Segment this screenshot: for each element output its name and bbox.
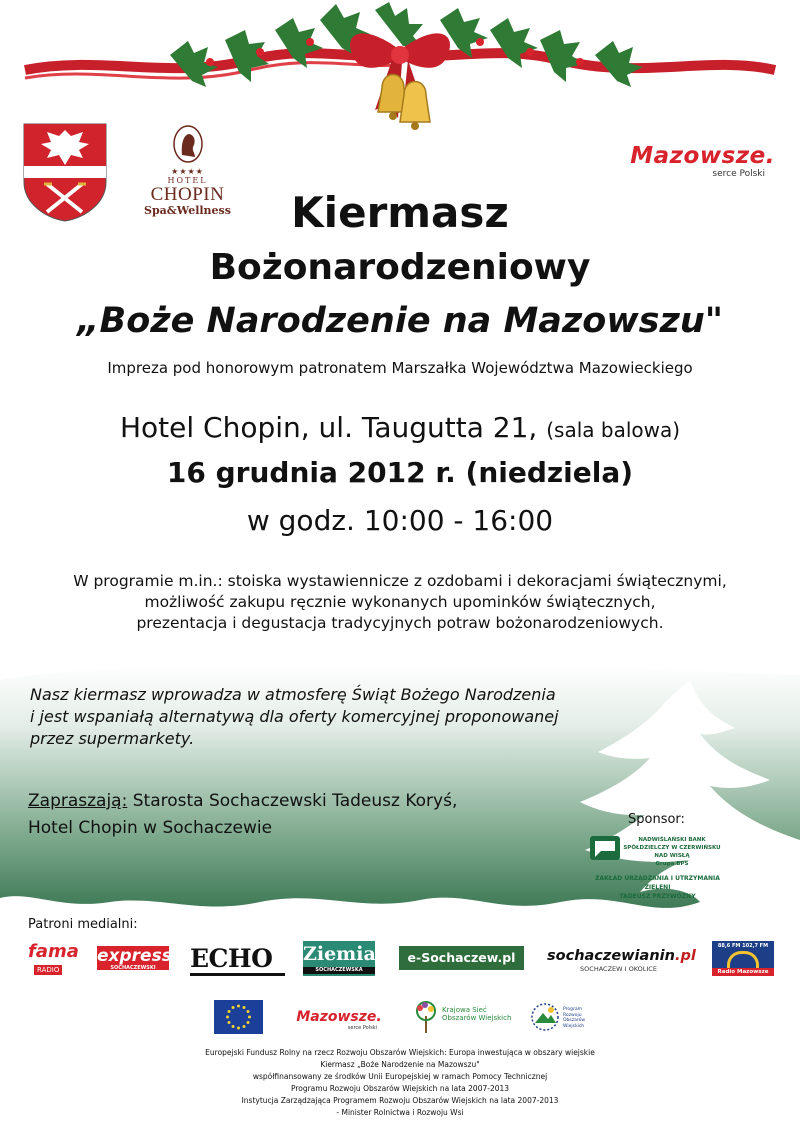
program-line: prezentacja i degustacja tradycyjnych potraw bożonarodzeniowych.	[136, 614, 664, 632]
mazowsze-wordmark: Mazowsze.	[630, 143, 775, 169]
media-patrons-label: Patroni medialni:	[28, 917, 138, 932]
sochaczewianin-sub: SOCHACZEW I OKOLICE	[580, 965, 657, 973]
footer-line: Programu Rozwoju Obszarów Wiejskich na lata 2007-2013	[290, 1084, 510, 1093]
venue-address: Hotel Chopin, ul. Taugutta 21,	[119, 411, 538, 444]
echo-logo: ECHO	[190, 945, 285, 976]
ksow-text	[442, 1006, 511, 1022]
express-wordmark: express	[97, 946, 172, 966]
prow-line: Program	[563, 1007, 582, 1012]
hotel-stars: ★★★★	[171, 167, 204, 176]
mazowsze-small-logo	[289, 1009, 389, 1031]
title-line-3: „Boże Narodzenie na Mazowszu"	[76, 301, 724, 341]
prow-emblem-icon	[529, 1001, 561, 1033]
mazowsze-logo	[600, 143, 775, 180]
sochaczewianin-name: sochaczewianin	[547, 948, 675, 964]
prow-line: Obszarów	[563, 1018, 586, 1023]
fama-wordmark: fama	[28, 941, 79, 962]
event-hours: w godz. 10:00 - 16:00	[246, 504, 554, 537]
radio-mazowsze-logo	[712, 941, 774, 976]
intro-line: i jest wspaniałą alternatywą dla oferty komercyjnej proponowanej	[30, 707, 559, 726]
venue-room: (sala balowa)	[546, 418, 681, 442]
radio-name: Radio Mazowsze	[712, 968, 774, 976]
ksow-tree-icon	[412, 1000, 440, 1034]
sponsor-label: Sponsor:	[628, 812, 685, 827]
title-line-1: Kiermasz	[291, 188, 509, 237]
invitation-host-1: Starosta Sochaczewski Tadeusz Koryś,	[127, 791, 458, 811]
footer-line: Instytucja Zarządzająca Programem Rozwoju Obszarów Wiejskich na lata 2007-2013	[241, 1096, 559, 1105]
ziemia-logo	[303, 941, 375, 976]
sochaczewianin-logo	[547, 947, 696, 977]
invitation-label: Zapraszają:	[28, 791, 128, 811]
title-line-2: Bożonarodzeniowy	[209, 247, 591, 288]
radio-frequencies: 88,6 FM 102,7 FM	[717, 943, 769, 949]
event-date: 16 grudnia 2012 r. (niedziela)	[166, 456, 634, 489]
prow-line: Wiejskich	[563, 1023, 585, 1029]
hotel-name: CHOPIN	[150, 184, 225, 205]
ksow-line: Obszarów Wiejskich	[442, 1014, 512, 1022]
e-sochaczew-logo: e-Sochaczew.pl	[399, 946, 524, 970]
program-description	[0, 571, 800, 634]
sochaczewianin-wordmark	[547, 947, 696, 965]
ziemia-wordmark: Ziemia	[303, 943, 376, 965]
mazowsze-small-tagline: serce Polski	[347, 1025, 377, 1031]
sponsor-company	[590, 874, 725, 901]
program-line: W programie m.in.: stoiska wystawiennicze z ozdobami i dekoracjami świątecznymi,	[73, 572, 727, 590]
ksow-line: Krajowa Sieć	[442, 1006, 487, 1014]
funding-logos	[0, 997, 800, 1037]
ksow-logo	[412, 1000, 517, 1034]
prow-text	[563, 1007, 585, 1029]
company-name: ZAKŁAD URZĄDZANIA I UTRZYMANIA ZIELENI	[595, 875, 720, 891]
intro-line: Nasz kiermasz wprowadza w atmosferę Świąt Bożego Narodzenia	[30, 685, 556, 704]
footer-line: Europejski Fundusz Rolny na rzecz Rozwoju Obszarów Wiejskich: Europa inwestująca w obszary wiejskie	[205, 1048, 595, 1057]
mazowsze-tagline: serce Polski	[712, 169, 765, 179]
media-patrons-logos	[0, 938, 800, 988]
sponsor-bank	[620, 836, 724, 868]
mazowsze-small-wordmark: Mazowsze.	[296, 1009, 382, 1025]
christmas-garland-decoration	[20, 0, 780, 140]
eu-flag-icon	[214, 1000, 263, 1034]
hotel-subtitle: Spa&Wellness	[144, 204, 231, 217]
bank-group: Grupa BPS	[655, 861, 689, 867]
invitation-line-1	[28, 788, 588, 815]
radio-fama-logo	[28, 941, 82, 979]
hotel-word: HOTEL	[167, 176, 208, 185]
sponsor-logo	[590, 834, 725, 900]
ziemia-sub: SOCHACZEWSKA	[303, 967, 375, 974]
bank-logo-icon	[590, 836, 620, 864]
footer-line: - Minister Rolnictwa i Rozwoju Wsi	[336, 1108, 464, 1117]
express-sub: SOCHACZEWSKI	[110, 965, 156, 971]
program-line: możliwość zakupu ręcznie wykonanych upominków świątecznych,	[144, 593, 656, 611]
prow-line: Rozwoju	[563, 1012, 582, 1018]
invitation-host-2: Hotel Chopin w Sochaczewie	[28, 818, 273, 838]
bank-name: NADWIŚLAŃSKI BANK SPÓŁDZIELCZY W CZERWIŃSKU NAD WISŁĄ	[623, 837, 721, 859]
prow-logo	[529, 1001, 589, 1035]
chopin-bust-icon	[173, 125, 203, 163]
intro-line: przez supermarkety.	[30, 729, 195, 748]
fama-sub: RADIO	[34, 965, 62, 975]
express-logo	[97, 946, 172, 971]
intro-text	[30, 684, 630, 750]
company-owner: TADEUSZ PRZYWÓZNY	[619, 893, 696, 900]
invitation-block	[28, 788, 588, 842]
footer-line: współfinansowany ze środków Unii Europejskiej w ramach Pomocy Technicznej	[252, 1072, 548, 1081]
patronage-line: Impreza pod honorowym patronatem Marszałka Województwa Mazowieckiego	[107, 359, 693, 377]
venue-line	[0, 408, 800, 450]
sochaczewianin-tld: .pl	[674, 948, 696, 964]
funding-footer	[0, 1047, 800, 1119]
radio-arch-icon	[727, 951, 759, 968]
footer-line: Kiermasz „Boże Narodzenie na Mazowszu"	[320, 1060, 480, 1069]
